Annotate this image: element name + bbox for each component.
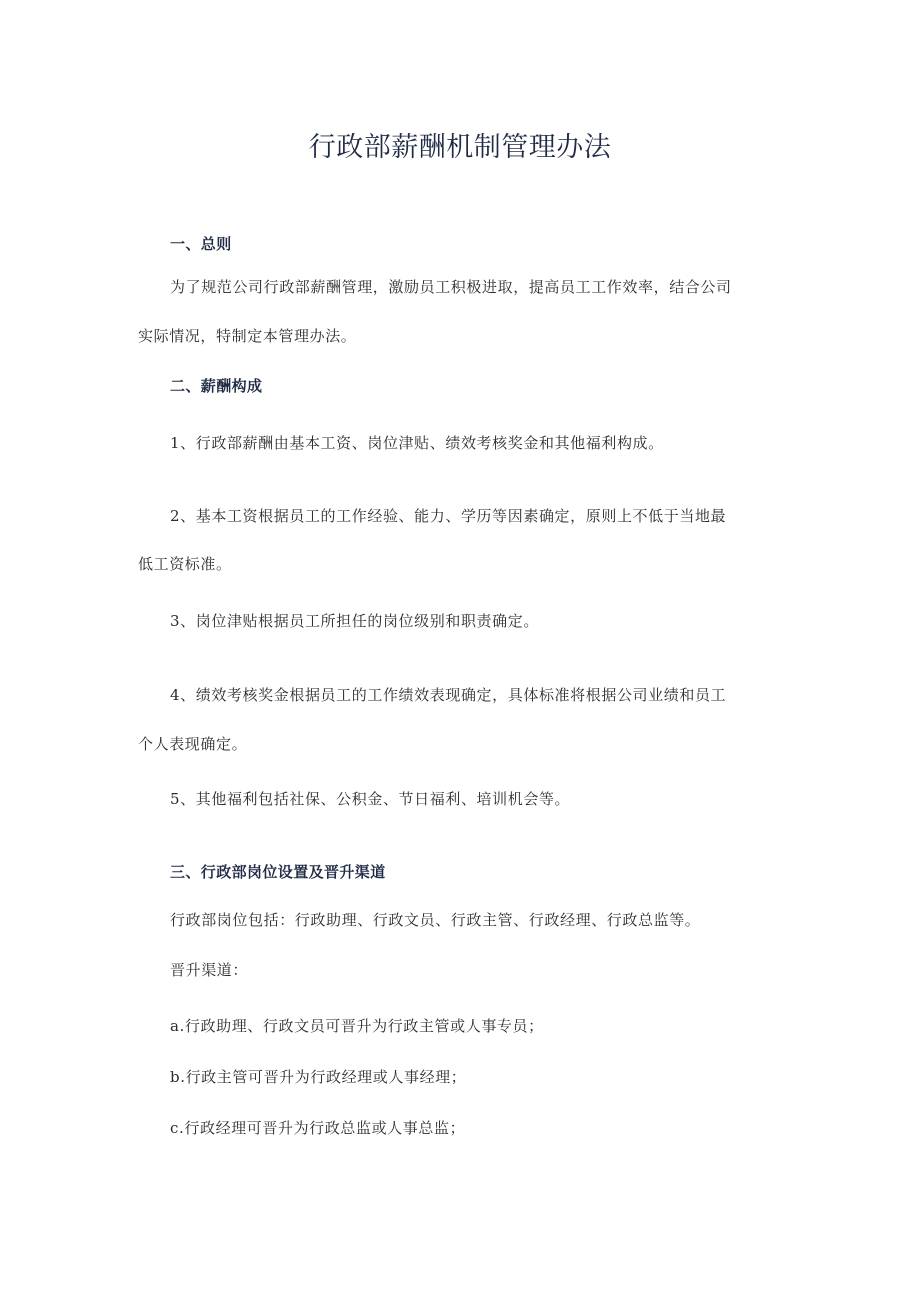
list-item: 3、岗位津贴根据员工所担任的岗位级别和职责确定。 — [170, 612, 539, 630]
section-heading-salary-structure: 二、薪酬构成 — [170, 377, 263, 395]
paragraph-line: 实际情况，特制定本管理办法。 — [138, 327, 357, 345]
list-item: a.行政助理、行政文员可晋升为行政主管或人事专员； — [170, 1017, 544, 1035]
list-item: 1、行政部薪酬由基本工资、岗位津贴、绩效考核奖金和其他福利构成。 — [170, 434, 664, 452]
section-heading-general: 一、总则 — [170, 235, 232, 253]
paragraph-line: 行政部岗位包括：行政助理、行政文员、行政主管、行政经理、行政总监等。 — [170, 911, 701, 929]
list-item: 4、绩效考核奖金根据员工的工作绩效表现确定，具体标准将根据公司业绩和员工 — [170, 686, 727, 704]
section-heading-positions-promotion: 三、行政部岗位设置及晋升渠道 — [170, 863, 386, 881]
list-item: 2、基本工资根据员工的工作经验、能力、学历等因素确定，原则上不低于当地最 — [170, 507, 727, 525]
document-title: 行政部薪酬机制管理办法 — [308, 132, 612, 163]
list-item-continuation: 个人表现确定。 — [138, 735, 248, 753]
paragraph-line: 为了规范公司行政部薪酬管理，激励员工积极进取，提高员工工作效率，结合公司 — [170, 278, 732, 296]
list-item: b.行政主管可晋升为行政经理或人事经理； — [170, 1068, 467, 1086]
paragraph-line: 晋升渠道： — [170, 961, 249, 979]
list-item: 5、其他福利包括社保、公积金、节日福利、培训机会等。 — [170, 790, 571, 808]
list-item-continuation: 低工资标准。 — [138, 555, 232, 573]
list-item: c.行政经理可晋升为行政总监或人事总监； — [170, 1119, 466, 1137]
